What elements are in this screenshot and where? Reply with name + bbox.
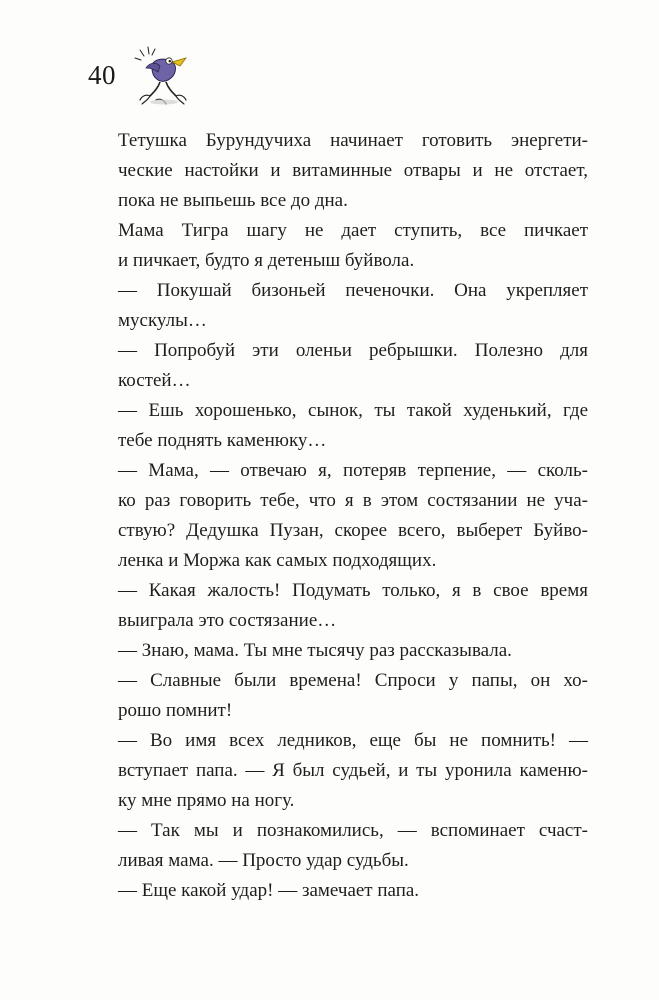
text-line: ку мне прямо на ногу. xyxy=(118,790,295,811)
body-text xyxy=(118,126,588,906)
text-line: — Славные были времена! Спроси у папы, он хо- xyxy=(118,670,588,691)
text-line: — Так мы и познакомились, — вспоминает счаст- xyxy=(118,820,588,841)
text-line: ливая мама. — Просто удар судьбы. xyxy=(118,850,409,871)
text-line: ко раз говорить тебе, что я в этом состязании не уча- xyxy=(118,490,588,511)
text-line: — Попробуй эти оленьи ребрышки. Полезно для xyxy=(118,340,588,361)
text-line: костей… xyxy=(118,370,191,391)
text-line: тебе поднять каменюку… xyxy=(118,430,327,451)
text-line: вступает папа. — Я был судьей, и ты уронила каменю- xyxy=(118,760,588,781)
page-number: 40 xyxy=(88,60,116,90)
text-line: — Ешь хорошенько, сынок, ты такой худенький, где xyxy=(118,400,588,421)
text-line: пока не выпьешь все до дна. xyxy=(118,190,348,211)
page-header xyxy=(88,52,228,112)
text-line: — Покушай бизоньей печеночки. Она укрепляет xyxy=(118,280,588,301)
text-line: выиграла это состязание… xyxy=(118,610,337,631)
text-line: ствую? Дедушка Пузан, скорее всего, выберет Буйво- xyxy=(118,520,588,541)
text-line: — Какая жалость! Подумать только, я в свое время xyxy=(118,580,588,601)
text-line: — Знаю, мама. Ты мне тысячу раз рассказывала. xyxy=(118,640,512,661)
text-line: и пичкает, будто я детеныш буйвола. xyxy=(118,250,415,271)
text-line: Тетушка Бурундучиха начинает готовить энергети- xyxy=(118,130,588,151)
text-line: — Еще какой удар! — замечает папа. xyxy=(118,880,420,901)
text-line: Мама Тигра шагу не дает ступить, все пичкает xyxy=(118,220,588,241)
text-line: — Во имя всех ледников, еще бы не помнить! — xyxy=(118,730,588,751)
text-line: рошо помнит! xyxy=(118,700,233,721)
text-line: — Мама, — отвечаю я, потеряв терпение, — сколь- xyxy=(118,460,588,481)
text-line: ческие настойки и витаминные отвары и не отстает, xyxy=(118,160,588,181)
text-line: ленка и Моржа как самых подходящих. xyxy=(118,550,437,571)
text-line: мускулы… xyxy=(118,310,207,331)
bird-doodle-icon xyxy=(130,44,194,106)
